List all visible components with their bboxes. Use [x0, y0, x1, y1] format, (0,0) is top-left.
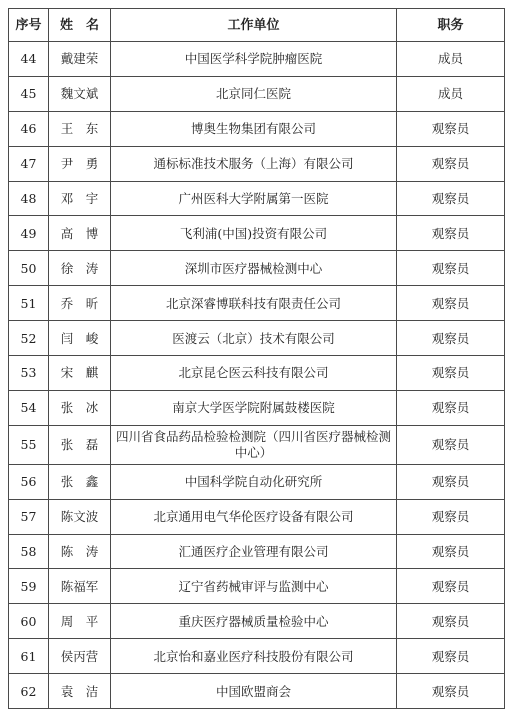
- row-role-cell: 观察员: [397, 425, 505, 464]
- table-row: [9, 76, 505, 111]
- table-row: [9, 499, 505, 534]
- row-number-cell: 60: [9, 604, 49, 639]
- table-row: [9, 321, 505, 356]
- row-org-cell: 中国医学科学院肿瘤医院: [111, 42, 397, 77]
- row-name-cell: 魏文斌: [49, 76, 111, 111]
- table-row: [9, 464, 505, 499]
- row-role-cell: 成员: [397, 76, 505, 111]
- row-role-cell: 观察员: [397, 321, 505, 356]
- table-row: [9, 534, 505, 569]
- member-table: [8, 8, 505, 709]
- row-org-cell: 北京昆仑医云科技有限公司: [111, 356, 397, 391]
- table-row: [9, 639, 505, 674]
- table-row: [9, 356, 505, 391]
- table-row: [9, 286, 505, 321]
- row-number-cell: 61: [9, 639, 49, 674]
- row-name-cell: 王 东: [49, 111, 111, 146]
- row-org-cell: 博奥生物集团有限公司: [111, 111, 397, 146]
- row-org-cell: 飞利浦(中国)投资有限公司: [111, 216, 397, 251]
- row-number-cell: 59: [9, 569, 49, 604]
- table-row: [9, 390, 505, 425]
- row-name-cell: 宋 麒: [49, 356, 111, 391]
- table-row: [9, 604, 505, 639]
- row-role-cell: 观察员: [397, 111, 505, 146]
- table-row: [9, 146, 505, 181]
- header-role: 职务: [397, 9, 505, 42]
- row-role-cell: 观察员: [397, 499, 505, 534]
- header-name: 姓 名: [49, 9, 111, 42]
- row-name-cell: 陈文波: [49, 499, 111, 534]
- row-role-cell: 观察员: [397, 356, 505, 391]
- row-role-cell: 观察员: [397, 639, 505, 674]
- row-role-cell: 观察员: [397, 251, 505, 286]
- row-role-cell: 观察员: [397, 604, 505, 639]
- table-row: [9, 181, 505, 216]
- table-row: [9, 674, 505, 709]
- row-name-cell: 徐 涛: [49, 251, 111, 286]
- row-name-cell: 周 平: [49, 604, 111, 639]
- row-org-cell: 中国欧盟商会: [111, 674, 397, 709]
- row-name-cell: 张 冰: [49, 390, 111, 425]
- row-name-cell: 张 磊: [49, 425, 111, 464]
- table-row: [9, 216, 505, 251]
- row-role-cell: 观察员: [397, 390, 505, 425]
- row-org-cell: 通标标准技术服务（上海）有限公司: [111, 146, 397, 181]
- table-header: [9, 9, 505, 42]
- table-row: [9, 111, 505, 146]
- member-table-container: [8, 8, 504, 709]
- row-name-cell: 乔 昕: [49, 286, 111, 321]
- row-role-cell: 观察员: [397, 181, 505, 216]
- row-role-cell: 观察员: [397, 146, 505, 181]
- row-org-cell: 北京同仁医院: [111, 76, 397, 111]
- row-org-cell: 南京大学医学院附属鼓楼医院: [111, 390, 397, 425]
- row-role-cell: 观察员: [397, 216, 505, 251]
- row-number-cell: 49: [9, 216, 49, 251]
- row-org-cell: 北京深睿博联科技有限责任公司: [111, 286, 397, 321]
- row-role-cell: 观察员: [397, 569, 505, 604]
- row-org-cell: 北京通用电气华伦医疗设备有限公司: [111, 499, 397, 534]
- row-name-cell: 张 鑫: [49, 464, 111, 499]
- row-name-cell: 邓 宇: [49, 181, 111, 216]
- row-org-cell: 辽宁省药械审评与监测中心: [111, 569, 397, 604]
- row-role-cell: 观察员: [397, 674, 505, 709]
- table-row: [9, 251, 505, 286]
- row-role-cell: 观察员: [397, 464, 505, 499]
- row-name-cell: 戴建荣: [49, 42, 111, 77]
- row-name-cell: 尹 勇: [49, 146, 111, 181]
- header-org: 工作单位: [111, 9, 397, 42]
- row-org-cell: 中国科学院自动化研究所: [111, 464, 397, 499]
- row-name-cell: 陈 涛: [49, 534, 111, 569]
- row-name-cell: 高 博: [49, 216, 111, 251]
- table-body: [9, 42, 505, 709]
- table-row: [9, 425, 505, 464]
- header-no: 序号: [9, 9, 49, 42]
- row-org-cell: 深圳市医疗器械检测中心: [111, 251, 397, 286]
- row-number-cell: 62: [9, 674, 49, 709]
- row-name-cell: 闫 峻: [49, 321, 111, 356]
- row-org-cell: 北京怡和嘉业医疗科技股份有限公司: [111, 639, 397, 674]
- row-number-cell: 54: [9, 390, 49, 425]
- row-number-cell: 55: [9, 425, 49, 464]
- row-role-cell: 观察员: [397, 286, 505, 321]
- header-row: [9, 9, 505, 42]
- row-number-cell: 46: [9, 111, 49, 146]
- row-org-cell: 医渡云（北京）技术有限公司: [111, 321, 397, 356]
- row-org-cell: 重庆医疗器械质量检验中心: [111, 604, 397, 639]
- row-role-cell: 成员: [397, 42, 505, 77]
- row-number-cell: 44: [9, 42, 49, 77]
- row-number-cell: 51: [9, 286, 49, 321]
- table-row: [9, 569, 505, 604]
- row-number-cell: 48: [9, 181, 49, 216]
- row-number-cell: 56: [9, 464, 49, 499]
- row-name-cell: 袁 洁: [49, 674, 111, 709]
- row-org-cell: 广州医科大学附属第一医院: [111, 181, 397, 216]
- row-number-cell: 50: [9, 251, 49, 286]
- row-number-cell: 58: [9, 534, 49, 569]
- row-number-cell: 45: [9, 76, 49, 111]
- row-number-cell: 53: [9, 356, 49, 391]
- table-row: [9, 42, 505, 77]
- row-org-cell: 四川省食品药品检验检测院（四川省医疗器械检测中心）: [111, 425, 397, 464]
- row-role-cell: 观察员: [397, 534, 505, 569]
- row-number-cell: 57: [9, 499, 49, 534]
- row-number-cell: 47: [9, 146, 49, 181]
- row-name-cell: 陈福军: [49, 569, 111, 604]
- row-org-cell: 汇通医疗企业管理有限公司: [111, 534, 397, 569]
- row-number-cell: 52: [9, 321, 49, 356]
- row-name-cell: 侯丙营: [49, 639, 111, 674]
